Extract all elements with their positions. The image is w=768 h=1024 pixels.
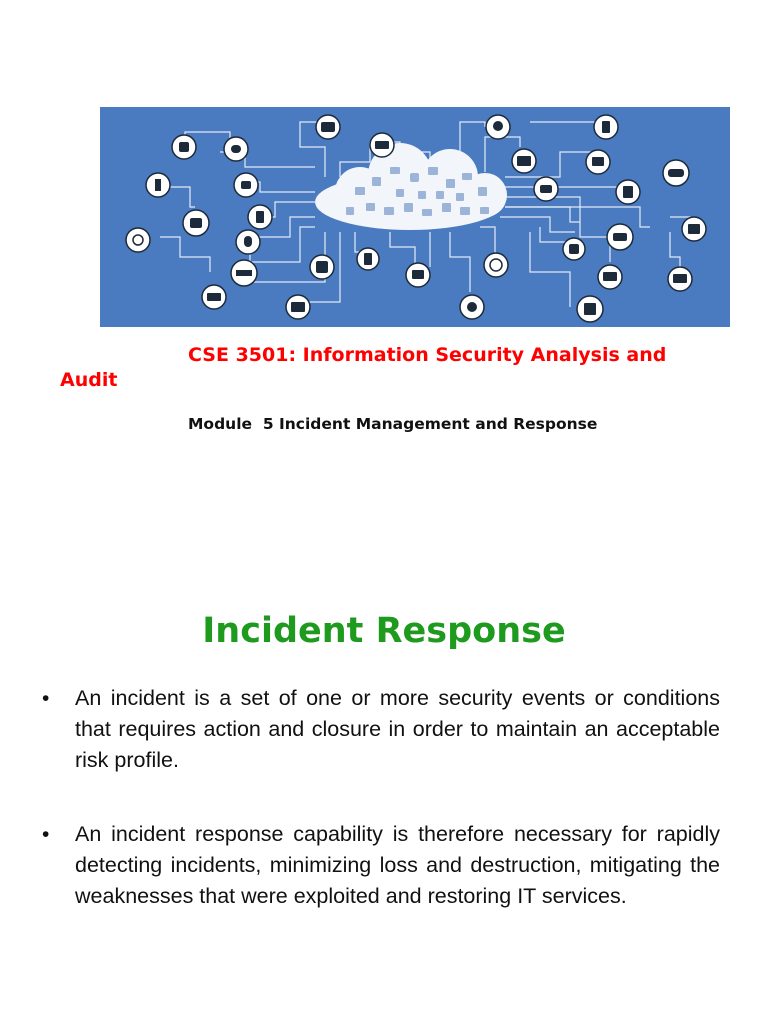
bullet-marker: • <box>42 687 50 710</box>
bullet-marker: • <box>42 823 50 846</box>
bullet-text: An incident response capability is therefore necessary for rapidly detecting incidents, minimizing loss and destruction, mitigating the weaknesses that were exploited and restoring IT services. <box>75 822 720 908</box>
iot-cloud-network-banner <box>100 107 730 327</box>
module-title: Module 5 Incident Management and Response <box>188 415 598 433</box>
bullet-text: An incident is a set of one or more security events or conditions that requires action and closure in order to maintain an acceptable risk profile. <box>75 686 720 772</box>
bullet-list <box>42 683 720 912</box>
course-title: CSE 3501: Information Security Analysis and Audit <box>60 344 667 391</box>
bullet-item <box>42 683 720 776</box>
slide-heading: Incident Response <box>202 611 566 651</box>
iot-cloud-network-illustration-icon <box>100 107 730 327</box>
bullet-item <box>42 819 720 912</box>
